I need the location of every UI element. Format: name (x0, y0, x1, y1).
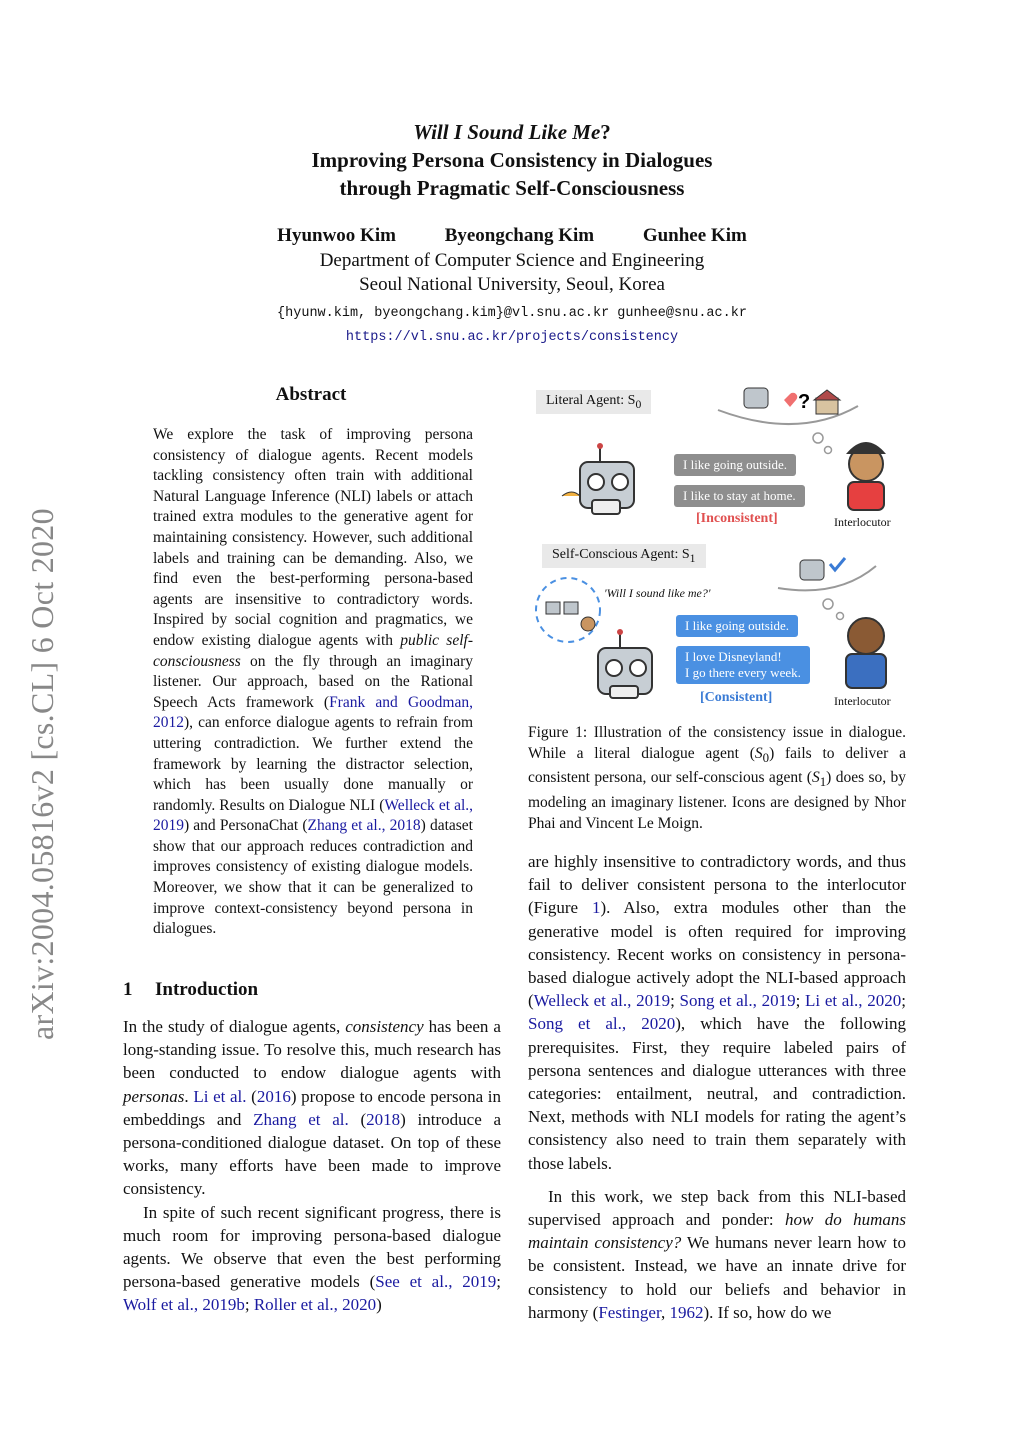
interlocutor-face-icon (848, 618, 884, 654)
citation-link[interactable]: Frank and Goodman, 2012 (153, 693, 473, 732)
citation-link[interactable]: Welleck et al., 2019 (153, 796, 474, 835)
arxiv-identifier: arXiv:2004.05816v2 [cs.CL] 6 Oct 2020 (24, 508, 60, 1040)
speech-bubble: I love Disneyland! I go there every week. (676, 646, 810, 684)
self-conscious-agent-label: Self-Conscious Agent: $S_1$ (542, 544, 706, 568)
figure-ref-link[interactable]: 1 (591, 898, 601, 918)
project-url-link[interactable]: https://vl.snu.ac.kr/projects/consistency (345, 330, 679, 345)
citation-link[interactable]: Zhang et al. (253, 1109, 349, 1129)
question-icon: ? (798, 391, 811, 413)
roof-icon (814, 390, 840, 400)
speech-bubble: I like going outside. (676, 615, 798, 637)
citation-link[interactable]: 2018 (366, 1109, 401, 1129)
affiliation-university: Seoul National University, Seoul, Korea (359, 274, 665, 295)
speech-bubble: I like going outside. (674, 454, 796, 476)
thought-dot (825, 447, 832, 454)
consistent-tag: [Consistent] (700, 690, 773, 705)
author-name: Hyunwoo Kim (277, 225, 396, 246)
citation-link[interactable]: Zhang et al., 2018 (307, 817, 421, 835)
thought-arc (778, 566, 876, 590)
figure-caption: Figure 1: Illustration of the consistency issue in dialogue. While a literal dialogue agent $(S_0)$ fails to deliver a consistent persona, our self-conscious agent $(S_1)$ does so, by modeling an imaginary listener. Icons are designed by Nhor Phai and Vincent Le Moign. (528, 724, 906, 832)
interlocutor-body-icon (846, 654, 886, 688)
check-icon (830, 558, 845, 570)
thought-text: 'Will I sound like me?' (604, 586, 711, 600)
intro-left-column (123, 1015, 501, 1317)
cap-icon (846, 442, 886, 454)
speech-bubble: I like to stay at home. (674, 485, 805, 507)
citation-link[interactable]: Festinger (598, 1302, 661, 1322)
citation-link[interactable]: Li et al. (193, 1086, 247, 1106)
small-robot-icon (744, 388, 768, 408)
citation-link[interactable]: 1962 (669, 1302, 704, 1322)
citation-link[interactable]: 2016 (256, 1086, 291, 1106)
literal-agent-label: Literal Agent: $S_0$ (536, 390, 651, 414)
citation-link[interactable]: Welleck et al., 2019 (533, 991, 671, 1011)
citation-link[interactable]: Song et al., 2020 (528, 1014, 676, 1034)
abstract-body: We explore the task of improving persona consistency of dialogue agents. Recent models tackling consistency often train with additional Natural Language Inference (NLI) labels or attach trained extra modules to the generative agent for maintaining consistency. However, such additional labels and training can be demanding. Also, we find even the best-performing persona-based agents are insensitive to contradictory words. Inspired by social cognition and pragmatics, we endow existing dialogue agents with public self-consciousness on the fly through an imaginary listener. Our approach, based on the Rational Speech Acts framework (Frank and Goodman, 2012), can enforce dialogue agents to refrain from uttering contradiction. We further extend the framework by learning the distractor selection, which has been usually done manually or randomly. Results on Dialogue NLI (Welleck et al., 2019) and PersonaChat (Zhang et al., 2018) dataset show that our approach reduces contradiction and improves consistency of existing dialogue models. Moreover, we show that it can be generalized to improve context-consistency beyond persona in dialogues. (153, 426, 474, 938)
paper-title-line1: Will I Sound Like Me? (413, 120, 611, 144)
citation-link[interactable]: Wolf et al., 2019b (123, 1295, 245, 1315)
paragraph: In the study of dialogue agents, consistency has been a long-standing issue. To resolve this, much research has been conducted to endow dialogue agents with personas. Li et al. (2016) propose to encode persona in embeddings and Zhang et al. (2018) introduce a persona-conditioned dialogue dataset. On top of these works, many efforts have been made to improve consistency. (123, 1017, 501, 1199)
citation-link[interactable]: See et al., 2019 (375, 1272, 497, 1292)
paper-title-line3: through Pragmatic Self-Consciousness (339, 176, 685, 200)
section-heading-introduction: 1 Introduction (123, 979, 259, 1000)
citation-link[interactable]: Li et al., 2020 (805, 991, 902, 1011)
paper-title-line2: Improving Persona Consistency in Dialogues (311, 148, 713, 172)
interlocutor-label: Interlocutor (834, 515, 891, 529)
intro-right-column (528, 850, 906, 1324)
paragraph: In spite of such recent significant progress, there is much room for improving persona-based dialogue agents. We observe that even the best performing persona-based generative models (See et al., 2019; Wolf et al., 2019b; Roller et al., 2020) (123, 1202, 501, 1315)
author-name: Gunhee Kim (642, 225, 747, 246)
author-name: Byeongchang Kim (444, 225, 595, 246)
author-emails: {hyunw.kim, byeongchang.kim}@vl.snu.ac.kr gunhee@snu.ac.kr (277, 306, 747, 321)
interlocutor-label: Interlocutor (834, 694, 891, 708)
antenna-tip (597, 443, 603, 449)
paragraph: are highly insensitive to contradictory words, and thus fail to deliver consistent persona to the interlocutor (Figure 1). Also, extra modules other than the generative model is often required for improving consistency. Recent works on consistency in persona-based dialogue actively adopt the NLI-based approach (Welleck et al., 2019; Song et al., 2019; Li et al., 2020; Song et al., 2020), which have the following prerequisites. First, they require labeled pairs of persona sentences and dialogue utterances with three categories: entailment, neutral, and contradiction. Next, methods with NLI models for rating the agent’s consistency also need to train them separately with those labels. (528, 852, 906, 1173)
heart-icon (784, 393, 797, 407)
small-robot-icon (800, 560, 824, 580)
affiliation-dept: Department of Computer Science and Engineering (319, 250, 705, 271)
figure-1 (528, 378, 908, 718)
interlocutor-body-icon (848, 482, 884, 510)
citation-link[interactable]: Song et al., 2019 (679, 991, 796, 1011)
thought-dot (813, 433, 823, 443)
citation-link[interactable]: Roller et al., 2020 (253, 1295, 377, 1315)
inconsistent-tag: [Inconsistent] (696, 511, 778, 526)
paragraph: In this work, we step back from this NLI-based supervised approach and ponder: how do humans maintain consistency? We humans never learn how to be consistent. Instead, we have an innate drive for consistency to hold our beliefs and behavior in harmony (Festinger, 1962). If so, how do we (528, 1186, 906, 1322)
author-list (0, 225, 1024, 247)
abstract-heading: Abstract (275, 384, 347, 405)
